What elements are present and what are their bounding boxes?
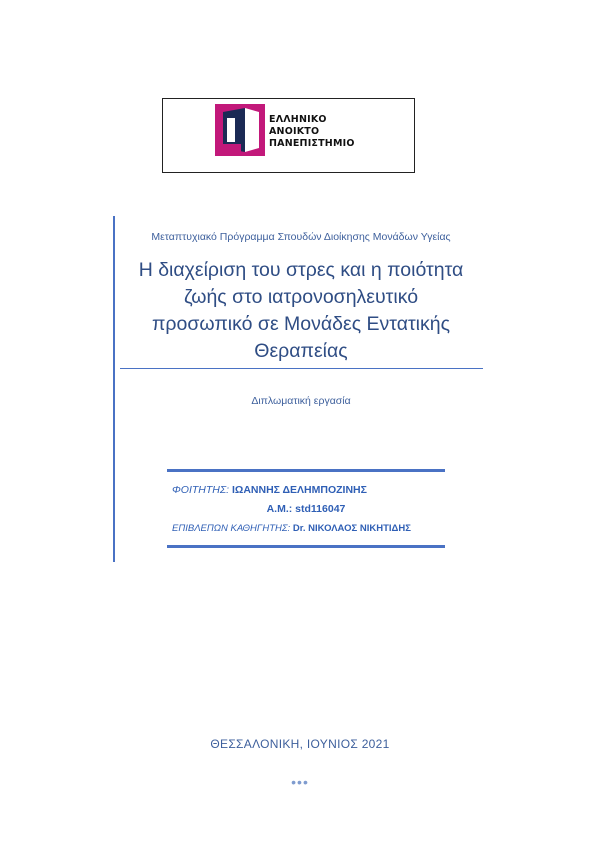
thesis-title [118, 257, 484, 365]
student-label: ΦΟΙΤΗΤΗΣ: [172, 484, 232, 496]
eap-logo-icon [215, 104, 265, 156]
university-logo [162, 98, 415, 173]
supervisor-name: Dr. ΝΙΚΟΛΑΟΣ ΝΙΚΗΤΙΔΗΣ [292, 523, 411, 534]
program-name: Μεταπτυχιακό Πρόγραμμα Σπουδών Διοίκησης Μονάδων Υγείας [151, 231, 451, 243]
registration-line [167, 503, 445, 515]
student-name: ΙΩΑΝΝΗΣ ΔΕΛΗΜΠΟΖΙΝΗΣ [232, 484, 367, 496]
supervisor-label: ΕΠΙΒΛΕΠΩΝ ΚΑΘΗΓΗΤΗΣ: [172, 523, 293, 534]
am-label: Α.Μ.: [266, 503, 296, 515]
am-value: std116047 [295, 503, 346, 515]
place-date: ΘΕΣΣΑΛΟΝΙΚΗ, ΙΟΥΝΙΟΣ 2021 [210, 737, 390, 751]
title-line: Θεραπείας [254, 340, 348, 362]
info-top-rule [167, 469, 445, 472]
vertical-accent-rule [113, 216, 115, 562]
logo-line: ΠΑΝΕΠΙΣΤΗΜΙΟ [269, 138, 355, 149]
title-divider [120, 368, 483, 369]
title-line: ζωής στο ιατρονοσηλευτικό [183, 286, 419, 308]
logo-line: ΕΛΛΗΝΙΚΟ [269, 114, 327, 125]
title-line: προσωπικό σε Μονάδες Εντατικής [151, 313, 451, 335]
logo-text [269, 114, 355, 150]
student-line [172, 484, 450, 496]
thesis-type: Διπλωματική εργασία [251, 395, 351, 407]
logo-line: ΑΝΟΙΚΤΟ [269, 126, 320, 137]
supervisor-line [172, 522, 450, 534]
page-marker: ••• [291, 774, 309, 790]
info-bottom-rule [167, 545, 445, 548]
title-line: Η διαχείριση του στρες και η ποιότητα [138, 259, 464, 281]
